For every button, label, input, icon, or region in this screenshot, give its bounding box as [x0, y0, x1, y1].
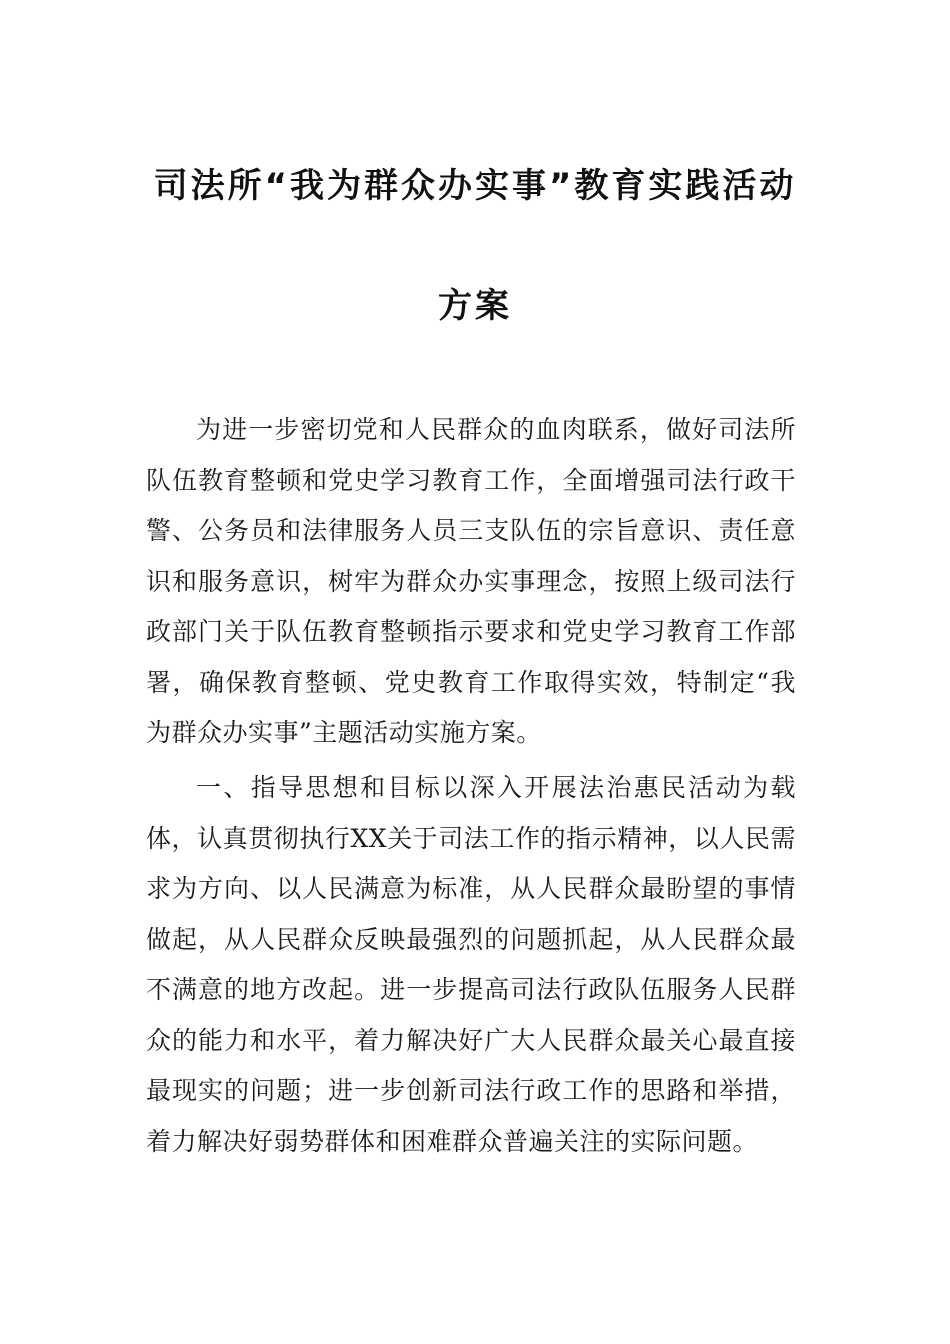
document-title-line-1: 司法所“我为群众办实事”教育实践活动 [153, 166, 797, 206]
document-title-line-2: 方案 [438, 286, 512, 326]
paragraph-intro: 为进一步密切党和人民群众的血肉联系，做好司法所队伍教育整顿和党史学习教育工作，全面增强司法行政干警、公务员和法律服务人员三支队伍的宗旨意识、责任意识和服务意识，树牢为群众办实事理念，按照上级司法行政部门关于队伍教育整顿指示要求和党史学习教育工作部署，确保教育整顿、党史教育工作取得实效，特制定“我为群众办实事”主题活动实施方案。 [146, 415, 796, 747]
paragraph-guiding-ideology: 一、指导思想和目标以深入开展法治惠民活动为载体，认真贯彻执行XX关于司法工作的指示精神，以人民需求为方向、以人民满意为标准，从人民群众最盼望的事情做起，从人民群众反映最强烈的问题抓起，从人民群众最不满意的地方改起。进一步提高司法行政队伍服务人民群众的能力和水平，着力解决好广大人民群众最关心最直接最现实的问题；进一步创新司法行政工作的思路和举措，着力解决好弱势群体和困难群众普遍关注的实际问题。 [146, 773, 796, 1156]
